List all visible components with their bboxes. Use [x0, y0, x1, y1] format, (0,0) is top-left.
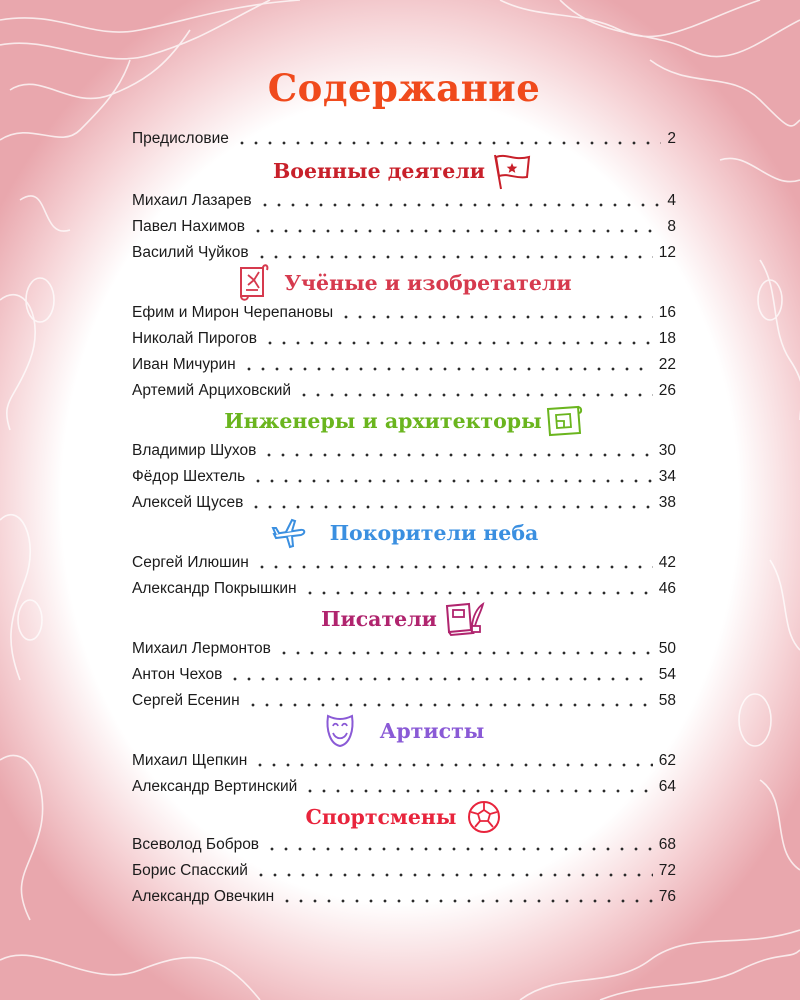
entry-page: 42 — [658, 554, 676, 571]
leader-dots — [303, 591, 653, 595]
leader-dots — [280, 899, 653, 903]
entry-name: Михаил Лермонтов — [132, 640, 271, 657]
section-label: Писатели — [321, 607, 437, 631]
toc-entry[interactable] — [132, 834, 676, 856]
entry-page: 76 — [658, 888, 676, 905]
leader-dots — [251, 229, 661, 233]
entry-name: Михаил Лазарев — [132, 192, 252, 209]
leader-dots — [246, 703, 653, 707]
section-heading-aviators — [132, 516, 676, 550]
entry-page: 54 — [658, 666, 676, 683]
entry-name: Александр Вертинский — [132, 778, 298, 795]
entry-page: 4 — [667, 192, 676, 209]
entry-name: Борис Спасский — [132, 862, 248, 879]
section-label: Учёные и изобретатели — [284, 271, 572, 295]
leader-dots — [263, 341, 653, 345]
entry-name: Владимир Шухов — [132, 442, 257, 459]
section-heading-scientists — [132, 266, 676, 300]
entry-name: Ефим и Мирон Черепановы — [132, 304, 334, 321]
toc-entry[interactable] — [132, 440, 676, 462]
entry-name: Артемий Арциховский — [132, 382, 292, 399]
entry-page: 68 — [658, 836, 676, 853]
entry-name: Антон Чехов — [132, 666, 223, 683]
entry-name: Алексей Щусев — [132, 494, 244, 511]
toc-entry[interactable] — [132, 302, 676, 324]
entry-name: Всеволод Бобров — [132, 836, 260, 853]
book-quill-icon — [443, 600, 487, 638]
toc-entry[interactable] — [132, 242, 676, 264]
toc-entry[interactable] — [132, 466, 676, 488]
entry-name: Василий Чуйков — [132, 244, 249, 261]
leader-dots — [253, 763, 652, 767]
entry-page: 26 — [658, 382, 676, 399]
leader-dots — [262, 453, 652, 457]
entry-page: 8 — [667, 218, 676, 235]
toc-entry[interactable] — [132, 860, 676, 882]
toc-entry[interactable] — [132, 776, 676, 798]
blueprint-icon — [544, 403, 584, 439]
entry-page: 38 — [658, 494, 676, 511]
entry-page: 22 — [658, 356, 676, 373]
leader-dots — [258, 203, 662, 207]
airplane-icon — [270, 516, 308, 550]
entry-name: Сергей Есенин — [132, 692, 240, 709]
entry-name: Фёдор Шехтель — [132, 468, 246, 485]
leader-dots — [297, 393, 653, 397]
leader-dots — [303, 789, 652, 793]
entry-name: Предисловие — [132, 130, 229, 147]
scroll-icon — [236, 264, 270, 302]
leader-dots — [228, 677, 652, 681]
toc-entry[interactable] — [132, 128, 676, 150]
soccer-ball-icon — [466, 799, 502, 835]
toc-entry[interactable] — [132, 190, 676, 212]
entry-name: Павел Нахимов — [132, 218, 246, 235]
leader-dots — [277, 651, 653, 655]
entry-page: 12 — [658, 244, 676, 261]
leader-dots — [249, 505, 652, 509]
entry-page: 34 — [658, 468, 676, 485]
toc-entry[interactable] — [132, 664, 676, 686]
flag-icon — [489, 151, 535, 191]
section-heading-artists — [132, 714, 676, 748]
toc-entry[interactable] — [132, 216, 676, 238]
entry-name: Александр Овечкин — [132, 888, 275, 905]
entry-name: Иван Мичурин — [132, 356, 236, 373]
entry-page: 64 — [658, 778, 676, 795]
entry-page: 72 — [658, 862, 676, 879]
leader-dots — [255, 255, 653, 259]
entry-page: 50 — [658, 640, 676, 657]
toc-entry[interactable] — [132, 552, 676, 574]
entry-name: Александр Покрышкин — [132, 580, 297, 597]
leader-dots — [251, 479, 653, 483]
leader-dots — [235, 141, 662, 145]
toc-entry[interactable] — [132, 690, 676, 712]
entry-page: 18 — [658, 330, 676, 347]
entry-page: 16 — [658, 304, 676, 321]
entry-name: Николай Пирогов — [132, 330, 257, 347]
toc-entry[interactable] — [132, 354, 676, 376]
toc-entry[interactable] — [132, 638, 676, 660]
toc-entry[interactable] — [132, 380, 676, 402]
section-heading-writers — [132, 602, 676, 636]
entry-page: 46 — [658, 580, 676, 597]
section-label: Покорители неба — [329, 521, 539, 545]
toc-entry[interactable] — [132, 578, 676, 600]
section-label: Артисты — [379, 719, 485, 743]
entry-page: 62 — [658, 752, 676, 769]
section-label: Инженеры и архитекторы — [224, 409, 542, 433]
section-heading-engineers — [132, 404, 676, 438]
leader-dots — [254, 873, 653, 877]
section-label: Военные деятели — [272, 159, 486, 183]
section-heading-military — [132, 154, 676, 188]
toc-entry[interactable] — [132, 492, 676, 514]
entry-name: Михаил Щепкин — [132, 752, 248, 769]
leader-dots — [339, 315, 653, 319]
leader-dots — [255, 565, 653, 569]
page-title: Содержание — [267, 66, 541, 110]
toc-entry[interactable] — [132, 328, 676, 350]
entry-name: Сергей Илюшин — [132, 554, 249, 571]
theater-mask-icon — [324, 712, 356, 750]
entry-page: 30 — [658, 442, 676, 459]
toc-entry[interactable] — [132, 750, 676, 772]
section-label: Спортсмены — [305, 805, 457, 829]
section-heading-sports — [132, 800, 676, 834]
leader-dots — [265, 847, 653, 851]
toc-entry[interactable] — [132, 886, 676, 908]
entry-page: 2 — [667, 130, 676, 147]
leader-dots — [242, 367, 653, 371]
entry-page: 58 — [658, 692, 676, 709]
